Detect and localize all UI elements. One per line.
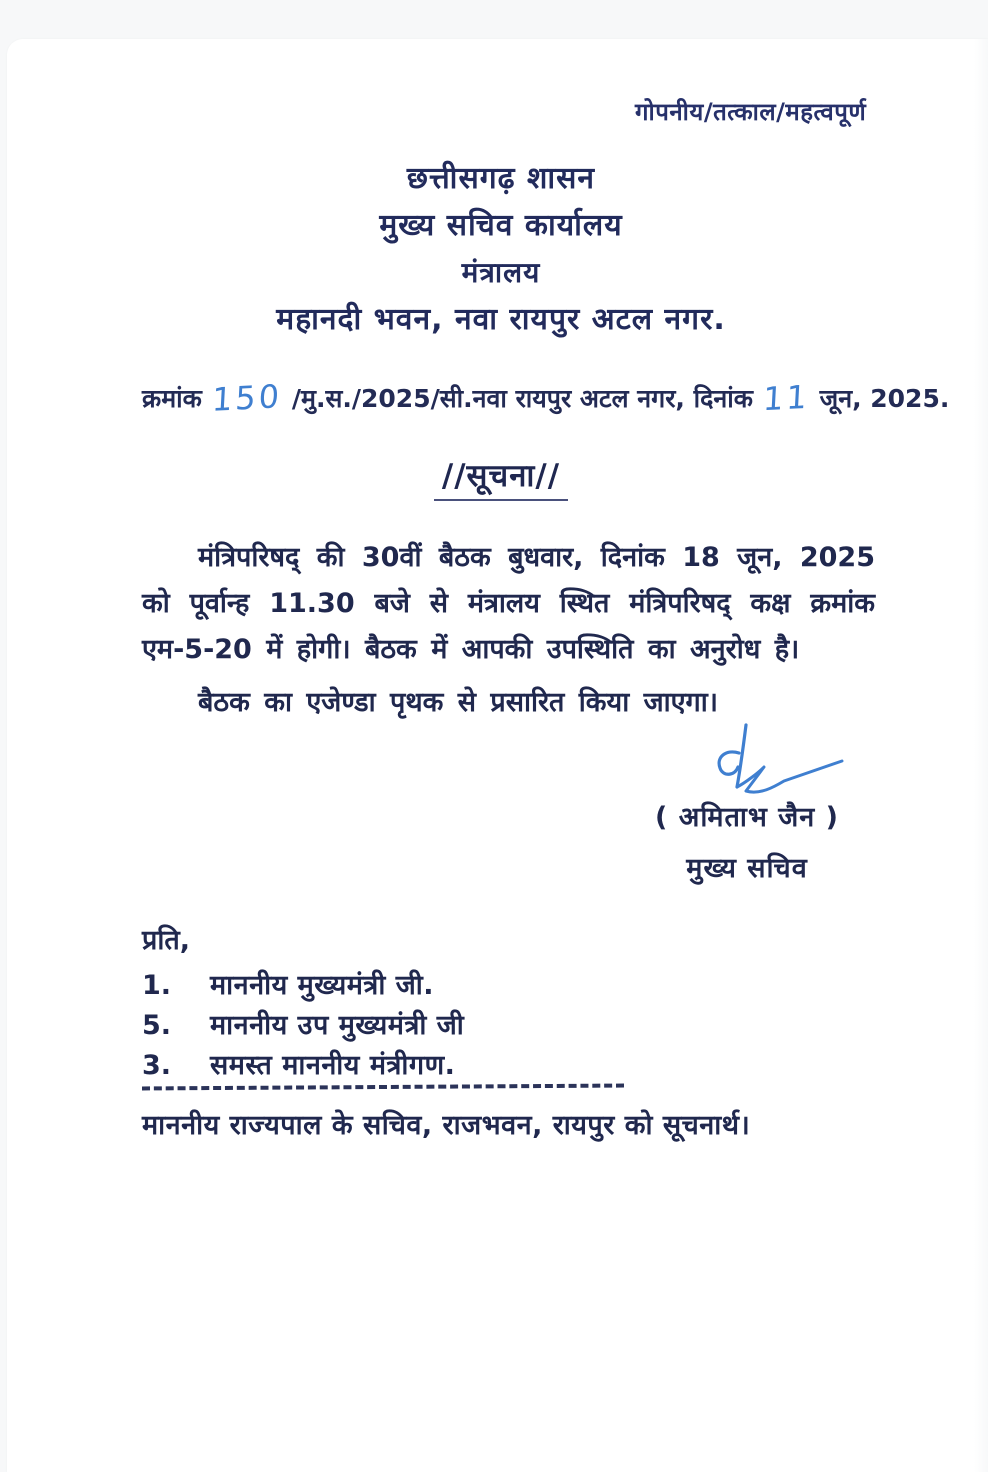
place-date-group [472,377,950,419]
signature-block [617,723,877,885]
subject-text: //सूचना// [434,454,568,501]
copy-item-number: 1. [142,970,172,1001]
letterhead-government-name: छत्तीसगढ़ शासन [406,161,596,196]
letterhead-office-name: मुख्य सचिव कार्यालय [379,208,623,243]
subject-heading [7,454,988,501]
copy-to-item [142,970,742,1001]
copy-item-number: 3. [142,1050,172,1081]
copy-item-text: माननीय उप मुख्यमंत्री जी [210,1010,465,1041]
signatory-name: ( अमिताभ जैन ) [654,802,840,833]
date-month-year: जून, 2025. [819,384,950,413]
copy-item-number: 5. [142,1010,172,1041]
footer-endorsement-note: माननीय राज्यपाल के सचिव, राजभवन, रायपुर को सूचनार्थ। [142,1110,751,1141]
date-day-handwritten: 11 [761,377,811,419]
letter-paper [7,39,988,1472]
letterhead-ministry: मंत्रालय [461,256,541,289]
copy-item-text: समस्त माननीय मंत्रीगण. [210,1050,456,1081]
copy-to-item [142,1010,742,1041]
classification-marking: गोपनीय/तत्काल/महत्वपूर्ण [635,98,867,126]
reference-number-group [142,377,473,419]
reference-number-suffix: /मु.स./2025/सी. [291,384,473,413]
copy-to-section [142,921,742,1081]
place-date-prefix: नवा रायपुर अटल नगर, दिनांक [472,384,753,413]
reference-number-handwritten: 150 [210,377,283,419]
body-paragraph-agenda-note: बैठक का एजेण्डा पृथक से प्रसारित किया जाएगा। [198,687,718,718]
dashed-divider [142,1084,624,1091]
reference-and-date-line [142,377,950,419]
signatory-designation: मुख्य सचिव [686,853,808,884]
body-paragraph-meeting-details: मंत्रिपरिषद् की 30वीं बैठक बुधवार, दिनांक 18 जून, 2025 को पूर्वान्ह 11.30 बजे से मंत्रालय स्थित मंत्रिपरिषद् कक्ष क्रमांक एम-5-20 में होगी। बैठक में आपकी उपस्थिति का अनुरोध है। [142,542,875,665]
letterhead [7,155,988,343]
copy-item-text: माननीय मुख्यमंत्री जी. [210,970,434,1001]
reference-label: क्रमांक [142,384,202,413]
copy-to-item [142,1050,742,1081]
letterhead-address: महानदी भवन, नवा रायपुर अटल नगर. [276,302,726,337]
signature-ink-scribble [642,723,852,801]
copy-to-label: प्रति, [142,925,191,956]
